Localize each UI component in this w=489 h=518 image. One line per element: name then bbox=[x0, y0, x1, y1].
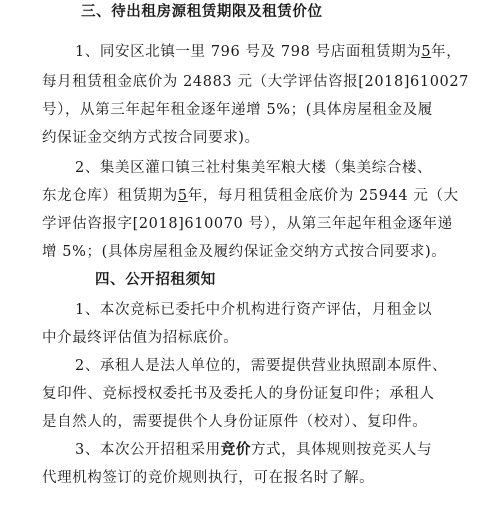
section-3-item-2-line-4: 增 5%；(具体房屋租金及履约保证金交纳方式按合同要求)。 bbox=[42, 244, 447, 260]
item-2-lease-term: 5 bbox=[177, 188, 188, 204]
section-4-item-2-line-1: 2、承租人是法人单位的，需要提供营业执照副本原件、 bbox=[75, 358, 448, 374]
section-4-item-2-line-2: 复印件、竞标授权委托书及委托人的身份证复印件；承租人 bbox=[42, 386, 435, 402]
section-4-item-3-line-1 bbox=[75, 440, 432, 460]
section-4-item-1-line-2: 中介最终评估值为招标底价。 bbox=[42, 330, 239, 346]
section-4-heading: 四、公开招租须知 bbox=[95, 272, 216, 288]
item-3-text-a: 3、本次公开招租采用 bbox=[75, 442, 221, 458]
section-3-item-1-line-2: 每月租赁租金底价为 24883 元（大学评估咨报[2018]610027 bbox=[42, 74, 470, 90]
item-1-lease-term: 5 bbox=[421, 44, 432, 60]
item-1-text-b: 年， bbox=[431, 44, 462, 60]
section-3-item-1-line-1 bbox=[75, 42, 461, 62]
section-4-item-1-line-1: 1、本次竞标已委托中介机构进行资产评估，月租金以 bbox=[75, 302, 433, 318]
section-4-item-3-line-2: 代理机构签订的竞价规则执行，可在报名时了解。 bbox=[42, 470, 375, 486]
item-2-text-a: 东龙仓库）租赁期为 bbox=[42, 188, 178, 204]
section-3-heading: 三、待出租房源租赁期限及租赁价位 bbox=[81, 4, 323, 20]
item-3-text-b: 方式，具体规则按竞买人与 bbox=[250, 442, 433, 458]
section-4-item-2-line-3: 是自然人的，需要提供个人身份证原件（校对）、复印件。 bbox=[42, 414, 428, 430]
section-3-item-2-line-1: 2、集美区灌口镇三社村集美军粮大楼（集美综合楼、 bbox=[75, 160, 433, 176]
section-3-item-2-line-2 bbox=[42, 186, 459, 206]
section-3-item-2-line-3: 学评估咨报字[2018]610070 号），从第三年起年租金逐年递 bbox=[42, 216, 453, 232]
item-1-text-a: 1、同安区北镇一里 796 号及 798 号店面租赁期为 bbox=[75, 44, 422, 60]
item-3-bold-term: 竞价 bbox=[220, 441, 251, 458]
item-2-text-b: 年，每月租赁租金底价为 25944 元（大 bbox=[187, 188, 459, 204]
section-3-item-1-line-4: 约保证金交纳方式按合同要求)。 bbox=[42, 130, 260, 146]
section-3-item-1-line-3: 号），从第三年起年租金逐年递增 5%；(具体房屋租金及履 bbox=[42, 102, 433, 118]
